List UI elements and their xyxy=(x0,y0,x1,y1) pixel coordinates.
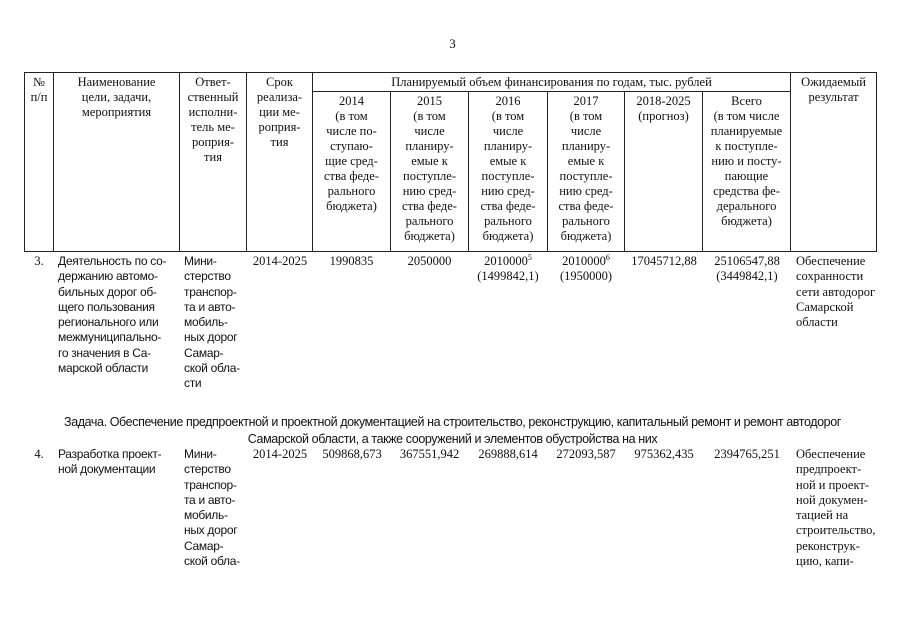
row-executor: Мини- стерство транспор- та и авто- мобиль- ных дорог Самар- ской обла- xyxy=(184,447,240,569)
row-value-2016: 269888,614 xyxy=(478,447,538,461)
header-num: № п/п xyxy=(30,75,48,104)
row-value-2015: 2050000 xyxy=(407,254,452,268)
page-number: 3 xyxy=(449,36,456,51)
row-value-2014: 509868,673 xyxy=(322,447,382,461)
task-heading: Задача. Обеспечение предпроектной и проектной документацией на строительство, реконструкцию, капитальный ремонт и ремонт автодорог Самарской области, а также сооружений и элементов обустройства на них xyxy=(64,415,841,446)
row-value-total: 2394765,251 xyxy=(714,447,780,461)
row-result: Обеспечение сохранности сети автодорог Самарской области xyxy=(796,254,876,330)
row-num: 4. xyxy=(34,447,44,461)
header-financing-title: Планируемый объем финансирования по годам, тыс. рублей xyxy=(391,75,712,89)
row-value-2018-2025: 17045712,88 xyxy=(631,254,697,268)
header-col-border xyxy=(876,72,877,252)
row-num: 3. xyxy=(34,254,44,268)
header-total: Всего (в том числе планируемые к поступле- нию и посту- пающие средства фе- дерального бюджета) xyxy=(710,94,783,228)
row-term: 2014-2025 xyxy=(252,254,308,268)
row-value-2015: 367551,942 xyxy=(399,447,460,461)
row-value-2016-federal: (1499842,1) xyxy=(477,269,539,284)
row-value-2016-main: 2010000 xyxy=(484,254,528,268)
row-value-total-main: 25106547,88 xyxy=(714,254,780,268)
header-2016: 2016 (в том числе планиру- емые к поступле- нию сред- ства феде- рального бюджета) xyxy=(480,94,536,243)
header-2014: 2014 (в том числе по- ступаю- щие сред- ства феде- рального бюджета) xyxy=(324,94,379,213)
header-result: Ожидаемый результат xyxy=(801,75,866,104)
row-term: 2014-2025 xyxy=(252,447,308,461)
row-value-2017-federal: (1950000) xyxy=(559,269,613,284)
row-value-2014: 1990835 xyxy=(329,254,374,268)
row-value-total xyxy=(702,254,792,285)
header-name: Наименование цели, задачи, мероприятия xyxy=(77,75,156,119)
row-value-2017 xyxy=(548,254,624,285)
row-value-2017: 272093,587 xyxy=(556,447,616,461)
row-result: Обеспечение предпроект- ной и проект- ной докумен- тацией на строительство, реконструк- цию, капи- xyxy=(796,447,876,569)
header-term: Срок реализа- ции ме- роприя- тия xyxy=(256,75,303,149)
row-value-2016 xyxy=(469,254,547,285)
row-executor: Мини- стерство транспор- та и авто- мобиль- ных дорог Самар- ской обла- сти xyxy=(184,254,240,391)
header-2017: 2017 (в том числе планиру- емые к поступле- нию сред- ства феде- рального бюджета) xyxy=(558,94,614,243)
footnote-marker: 6 xyxy=(605,252,610,262)
header-2015: 2015 (в том числе планиру- емые к поступле- нию сред- ства феде- рального бюджета) xyxy=(402,94,457,243)
header-2018-2025: 2018-2025 (прогноз) xyxy=(636,94,691,123)
footnote-marker: 5 xyxy=(527,252,532,262)
row-name: Деятельность по со- держанию автомо- бильных дорог об- щего пользования регионального или межмуниципально- го значения в Са- марской области xyxy=(58,254,167,376)
row-value-total-federal: (3449842,1) xyxy=(716,269,778,284)
header-bottom-border xyxy=(24,251,876,252)
row-value-2017-main: 2010000 xyxy=(562,254,606,268)
row-value-2018-2025: 975362,435 xyxy=(634,447,694,461)
header-executor: Ответ- ственный исполни- тель ме- роприя- тия xyxy=(187,75,239,164)
row-name: Разработка проект- ной документации xyxy=(58,447,162,477)
